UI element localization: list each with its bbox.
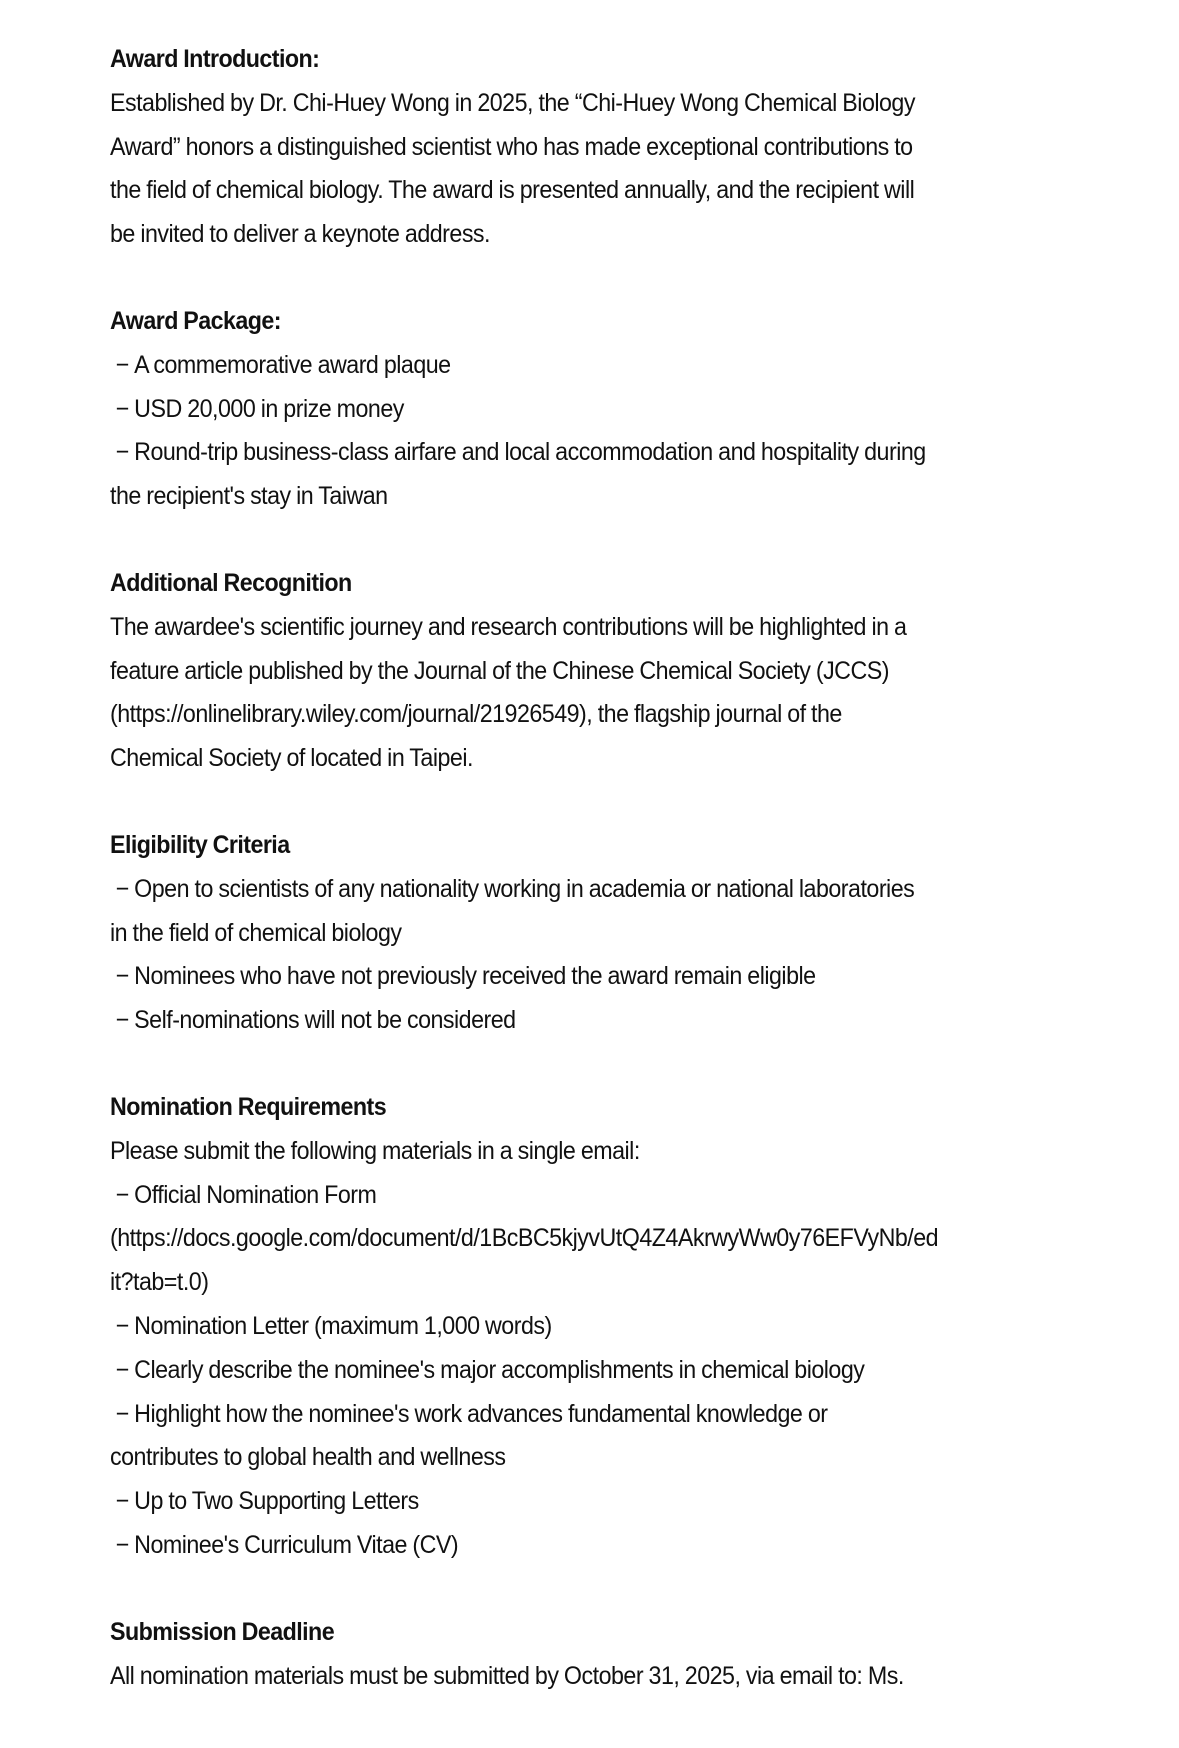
section-additional-recognition	[110, 562, 1120, 781]
list-item-text: Clearly describe the nominee's major accomplishments in chemical biology	[134, 1355, 865, 1384]
jccs-journal-link[interactable]: (https://onlinelibrary.wiley.com/journal/21926549)	[110, 700, 587, 729]
paragraph-line: Award” honors a distinguished scientist who has made exceptional contributions to	[110, 132, 913, 161]
list-item-text: Open to scientists of any nationality working in academia or national laboratories	[134, 874, 915, 903]
dash-bullet-icon: −	[115, 350, 129, 379]
list-item	[110, 1174, 1049, 1218]
list-item	[110, 1480, 1049, 1524]
paragraph-line: Established by Dr. Chi-Huey Wong in 2025, the “Chi-Huey Wong Chemical Biology	[110, 88, 915, 117]
list-item	[110, 868, 1049, 912]
nomination-form-link[interactable]: (https://docs.google.com/document/d/1BcBC5kjyvUtQ4Z4AkrwyWw0y76EFVyNb/ed	[110, 1224, 939, 1253]
paragraph-line	[110, 693, 1049, 737]
section-heading: Eligibility Criteria	[110, 830, 290, 859]
list-item	[110, 1524, 1049, 1568]
paragraph-line: the field of chemical biology. The award is presented annually, and the recipient will	[110, 176, 915, 205]
document-body	[110, 38, 1120, 1741]
list-item-text: Nomination Letter (maximum 1,000 words)	[134, 1311, 552, 1340]
dash-bullet-icon: −	[115, 1399, 129, 1428]
list-item	[110, 388, 1049, 432]
list-item	[110, 1393, 1049, 1437]
section-heading: Additional Recognition	[110, 568, 352, 597]
section-eligibility-criteria	[110, 824, 1120, 1043]
paragraph-line: Please submit the following materials in a single email:	[110, 1136, 640, 1165]
dash-bullet-icon: −	[115, 394, 129, 423]
section-heading: Submission Deadline	[110, 1617, 335, 1646]
section-submission-deadline	[110, 1611, 1120, 1699]
list-item	[110, 999, 1049, 1043]
list-item	[110, 1349, 1049, 1393]
dash-bullet-icon: −	[115, 438, 129, 467]
list-item-continuation: in the field of chemical biology	[110, 918, 402, 947]
list-item-text: Nominee's Curriculum Vitae (CV)	[134, 1530, 459, 1559]
dash-bullet-icon: −	[115, 962, 129, 991]
list-item-text: Up to Two Supporting Letters	[134, 1487, 419, 1516]
list-item-text: Official Nomination Form	[134, 1180, 377, 1209]
list-item-text: Highlight how the nominee's work advances fundamental knowledge or	[134, 1399, 828, 1428]
nomination-form-link-line	[110, 1217, 1049, 1261]
dash-bullet-icon: −	[115, 1006, 129, 1035]
paragraph-line: The awardee's scientific journey and research contributions will be highlighted in a	[110, 612, 907, 641]
section-heading: Nomination Requirements	[110, 1092, 387, 1121]
list-item-continuation: contributes to global health and wellness	[110, 1443, 506, 1472]
list-item-continuation: the recipient's stay in Taiwan	[110, 482, 388, 511]
list-item-text: Self-nominations will not be considered	[134, 1006, 516, 1035]
list-item	[110, 955, 1049, 999]
dash-bullet-icon: −	[115, 1355, 129, 1384]
list-item	[110, 431, 1049, 475]
list-item-text: A commemorative award plaque	[134, 350, 451, 379]
section-heading: Award Package:	[110, 306, 281, 335]
nomination-form-link-line	[110, 1261, 1049, 1305]
section-nomination-requirements	[110, 1086, 1120, 1568]
section-award-package	[110, 300, 1120, 519]
dash-bullet-icon: −	[115, 1311, 129, 1340]
paragraph-text: , the flagship journal of the	[586, 700, 842, 729]
paragraph-line: feature article published by the Journal of the Chinese Chemical Society (JCCS)	[110, 656, 889, 685]
list-item	[110, 344, 1049, 388]
dash-bullet-icon: −	[115, 1530, 129, 1559]
nomination-form-link-continuation[interactable]: it?tab=t.0)	[110, 1268, 209, 1297]
list-item-text: Round-trip business-class airfare and local accommodation and hospitality during	[134, 438, 926, 467]
list-item-text: Nominees who have not previously received the award remain eligible	[134, 962, 816, 991]
dash-bullet-icon: −	[115, 1487, 129, 1516]
list-item	[110, 1305, 1049, 1349]
paragraph-line: All nomination materials must be submitted by October 31, 2025, via email to: Ms.	[110, 1661, 904, 1690]
paragraph-line: Chemical Society of located in Taipei.	[110, 744, 473, 773]
section-heading: Award Introduction:	[110, 45, 320, 73]
list-item-text: USD 20,000 in prize money	[134, 394, 404, 423]
section-award-introduction	[110, 38, 1120, 257]
dash-bullet-icon: −	[115, 874, 129, 903]
dash-bullet-icon: −	[115, 1180, 129, 1209]
paragraph-line: be invited to deliver a keynote address.	[110, 220, 491, 249]
